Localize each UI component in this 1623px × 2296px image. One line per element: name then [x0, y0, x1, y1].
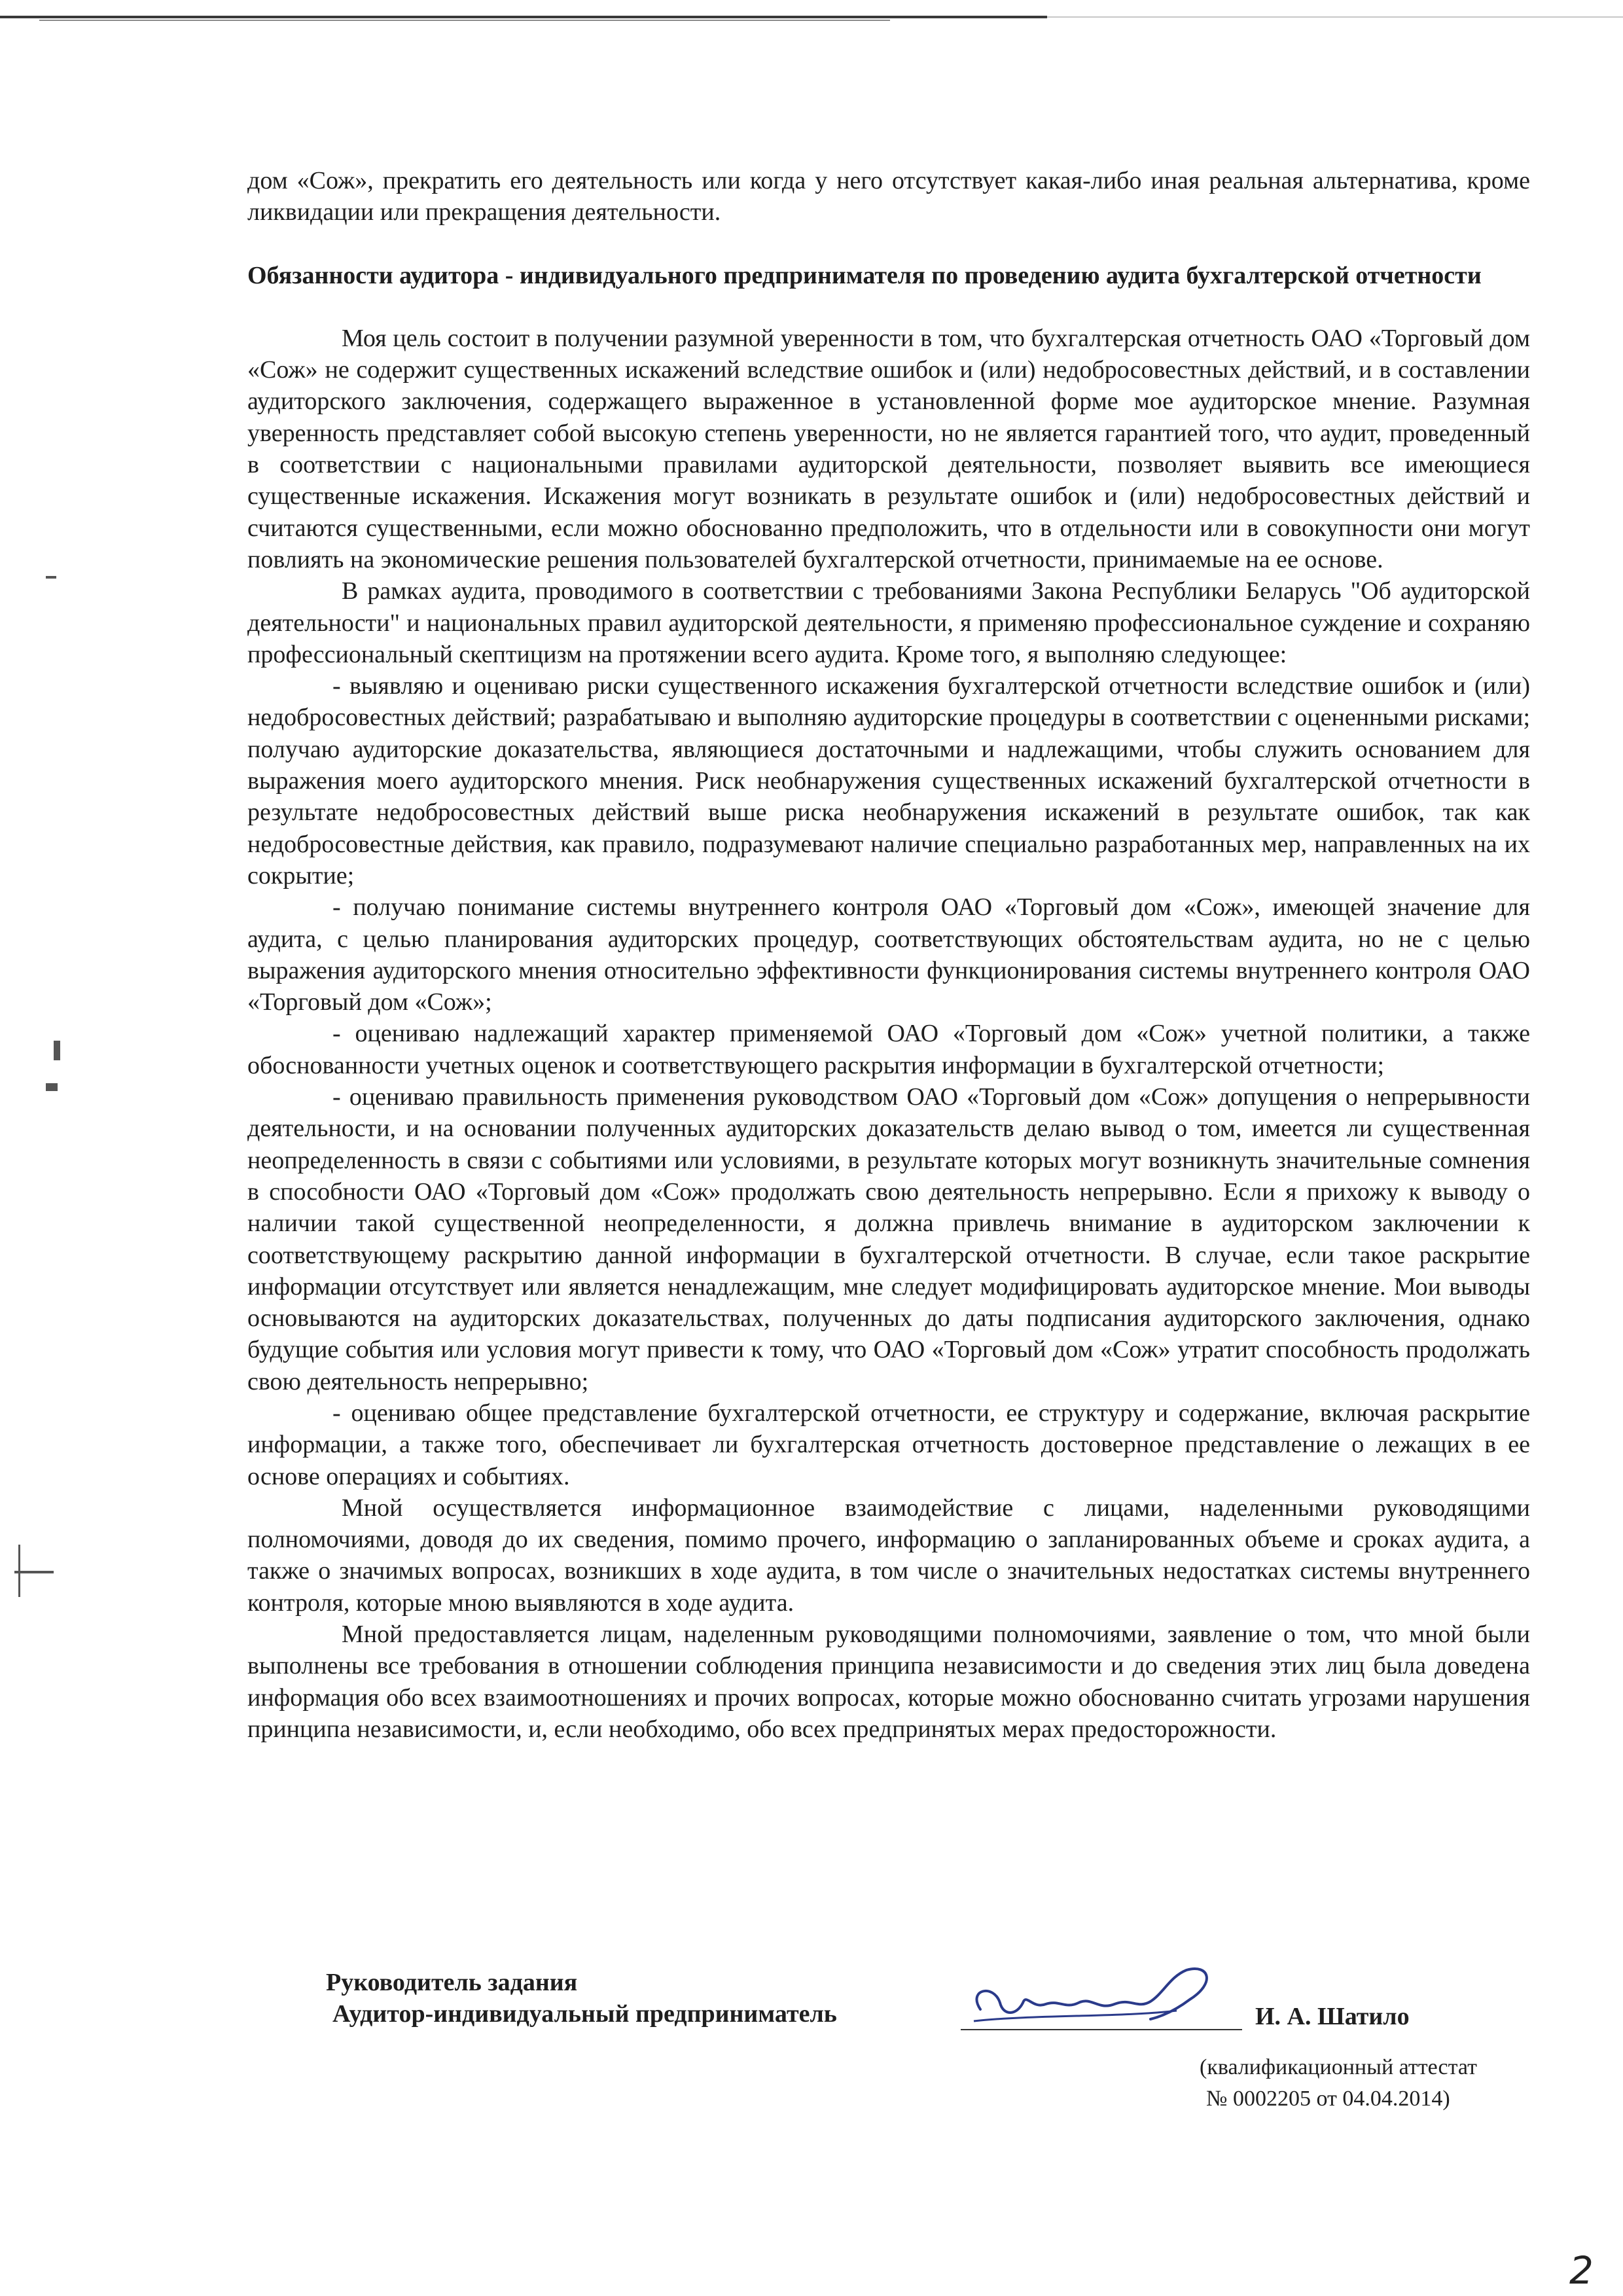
paragraph: Моя цель состоит в получении разумной уверенности в том, что бухгалтерская отчетность ОАО «Торговый дом «Сож» не содержит существенных искажений вследствие ошибок и (или) недобросовестных действий, и в составлении аудиторского заключения, содержащего выраженное в установленной форме мое аудиторское мнение. Разумная уверенность представляет собой высокую степень уверенности, но не является гарантией того, что аудит, проведенный в соответствии с национальными правилами аудиторской деятельности, позволяет выявить все имеющиеся существенные искажения. Искажения могут возникать в результате ошибок и (или) недобросовестных действий и считаются существенными, если можно обоснованно предположить, что в отдельности или в совокупности они могут повлиять на экономические решения пользователей бухгалтерской отчетности, принимаемые на ее основе.: [247, 324, 1530, 573]
list-item: - выявляю и оцениваю риски существенного искажения бухгалтерской отчетности вследствие ошибок и (или) недобросовестных действий; разрабатываю и выполняю аудиторские процедуры в соответствии с оцененными рисками; получаю аудиторские доказательства, являющиеся достаточными и надлежащими, чтобы служить основанием для выражения моего аудиторского мнения. Риск необнаружения существенных искажений бухгалтерской отчетности в результате недобросовестных действий выше риска необнаружения искажений в результате ошибок, так как недобросовестные действия, как правило, подразумевают наличие специально разработанных мер, направленных на их сокрытие;: [247, 672, 1530, 889]
list-item: - оцениваю правильность применения руководством ОАО «Торговый дом «Сож» допущения о непрерывности деятельности, и на основании полученных аудиторских доказательств делаю вывод о том, имеется ли существенная неопределенность в связи с событиями или условиями, в результате которых могут возникнуть значительные сомнения в способности ОАО «Торговый дом «Сож» продолжать свою деятельность непрерывно. Если я прихожу к выводу о наличии такой существенной неопределенности, я должна привлечь внимание в аудиторском заключении к соответствующему раскрытию данной информации в бухгалтерской отчетности. В случае, если такое раскрытие информации отсутствует или является ненадлежащим, мне следует модифицировать аудиторское мнение. Мои выводы основываются на аудиторских доказательствах, полученных до даты подписания аудиторского заключения, однако будущие события или условия могут привести к тому, что ОАО «Торговый дом «Сож» утратит способность продолжать свою деятельность непрерывно;: [247, 1083, 1530, 1395]
paragraph: В рамках аудита, проводимого в соответствии с требованиями Закона Республики Беларусь "Об аудиторской деятельности" и национальных правил аудиторской деятельности, я применяю профессиональное суждение и сохраняю профессиональный скептицизм на протяжении всего аудита. Кроме того, я выполняю следующее:: [247, 577, 1530, 668]
certificate-line-2: № 0002205 от 04.04.2014): [1206, 2087, 1450, 2111]
intro-tail: дом «Сож», прекратить его деятельность или когда у него отсутствует какая-либо иная реальная альтернатива, кроме ликвидации или прекращения деятельности.: [247, 167, 1530, 226]
signer-name: И. А. Шатило: [1255, 2003, 1410, 2030]
handwritten-signature: [954, 1964, 1229, 2036]
paragraph: Мной осуществляется информационное взаимодействие с лицами, наделенными руководящими полномочиями, доводя до их сведения, помимо прочего, информацию о запланированных объеме и сроках аудита, а также о значимых вопросах, возникших в ходе аудита, в том числе о значительных недостатках системы внутреннего контроля, которые мною выявляются в ходе аудита.: [247, 1494, 1530, 1617]
margin-mark: [14, 1571, 54, 1573]
certificate-line-1: (квалификационный аттестат: [1200, 2055, 1477, 2079]
margin-mark: [46, 576, 56, 579]
list-item: - оцениваю общее представление бухгалтерской отчетности, ее структуру и содержание, включая раскрытие информации, а также того, обеспечивает ли бухгалтерская отчетность достоверное представление о лежащих в ее основе операциях и событиях.: [247, 1399, 1530, 1490]
margin-mark: [18, 1545, 20, 1597]
document-body: [247, 165, 1530, 1745]
scan-edge-lines: [0, 10, 1623, 22]
margin-mark: [46, 1083, 58, 1091]
signer-role-2: Аудитор-индивидуальный предприниматель: [332, 2000, 837, 2028]
paragraph: Мной предоставляется лицам, наделенным руководящими полномочиями, заявление о том, что мной были выполнены все требования в отношении соблюдения принципа независимости и до сведения этих лиц была доведена информация обо всех взаимоотношениях и прочих вопросах, которые можно обоснованно считать угрозами нарушения принципа независимости, и, если необходимо, обо всех предпринятых мерах предосторожности.: [247, 1621, 1530, 1743]
page-number: 2: [1569, 2248, 1594, 2293]
list-item: - оцениваю надлежащий характер применяемой ОАО «Торговый дом «Сож» учетной политики, а также обоснованности учетных оценок и соответствующего раскрытия информации в бухгалтерской отчетности;: [247, 1020, 1530, 1079]
margin-mark: [54, 1041, 60, 1060]
signature-block: [247, 1967, 1530, 2117]
signature-line: [961, 2029, 1242, 2030]
section-heading: Обязанности аудитора - индивидуального предпринимателя по проведению аудита бухгалтерской отчетности: [247, 261, 1482, 289]
list-item: - получаю понимание системы внутреннего контроля ОАО «Торговый дом «Сож», имеющей значение для аудита, с целью планирования аудиторских процедур, соответствующих обстоятельствам аудита, но не с целью выражения аудиторского мнения относительно эффективности функционирования системы внутреннего контроля ОАО «Торговый дом «Сож»;: [247, 893, 1530, 1016]
signer-role-1: Руководитель задания: [326, 1969, 578, 1996]
